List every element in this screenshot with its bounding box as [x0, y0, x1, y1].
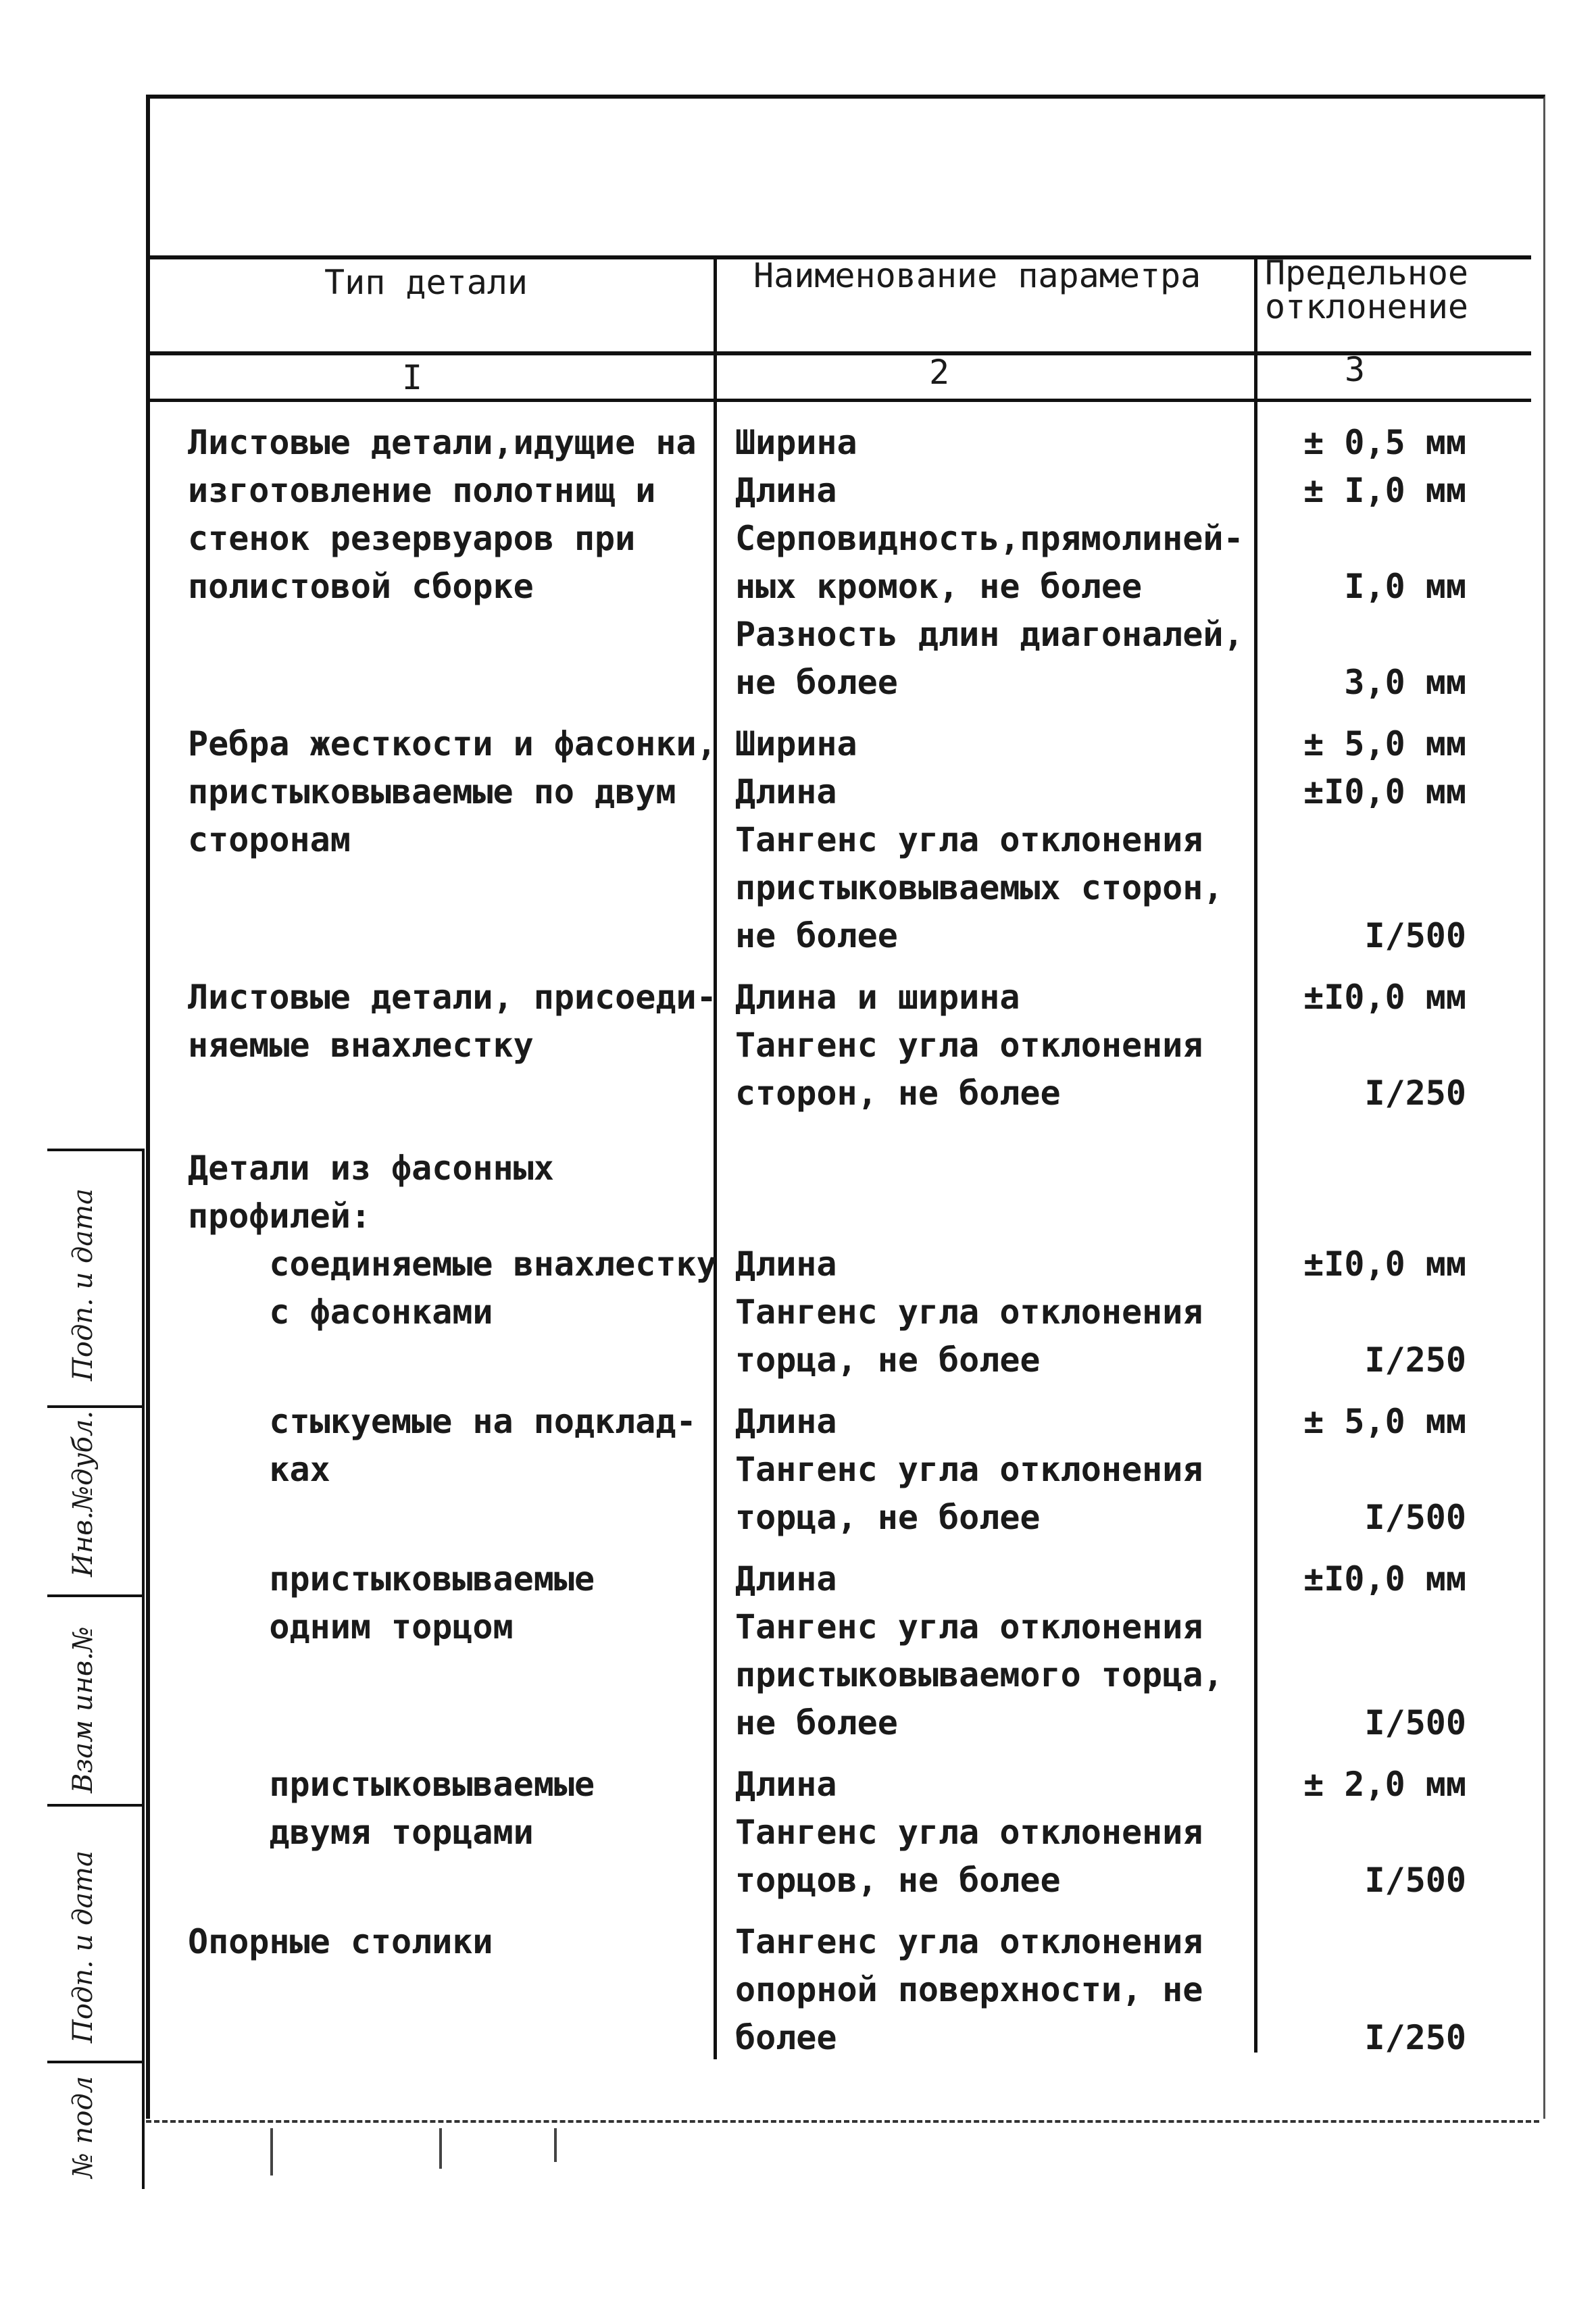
tolerance-value: I/500 [1364, 1703, 1466, 1742]
col-separator-2 [1254, 255, 1257, 2053]
parameter-line: Длина [735, 471, 837, 510]
stamp-cell [47, 1149, 142, 1408]
parameter-line: Тангенс угла отклонения [735, 1922, 1203, 1961]
tolerance-value: I/250 [1364, 2018, 1466, 2057]
part-type-line: стенок резервуаров при [188, 519, 636, 558]
bottom-rule [146, 2120, 1539, 2123]
part-type-line: стыкуемые на подклад- [188, 1402, 697, 1441]
tolerance-value: ± I,0 мм [1303, 471, 1466, 510]
parameter-line: ных кромок, не более [735, 567, 1143, 606]
part-type-line: одним торцом [188, 1607, 514, 1646]
parameter-line: Тангенс угла отклонения [735, 1026, 1203, 1065]
parameter-line: сторон, не более [735, 1074, 1061, 1113]
parameter-line: Тангенс угла отклонения [735, 1450, 1203, 1489]
bottom-tick [270, 2128, 273, 2175]
parameter-line: Длина и ширина [735, 978, 1020, 1017]
part-type-line: изготовление полотнищ и [188, 471, 656, 510]
side-stamp [47, 1149, 145, 2189]
tolerance-value: I/500 [1364, 916, 1466, 955]
header-part-type: Тип детали [324, 263, 528, 302]
bottom-tick [554, 2128, 557, 2162]
parameter-line: Длина [735, 1244, 837, 1284]
stamp-cell [47, 1405, 142, 1597]
parameter-line: Тангенс угла отклонения [735, 820, 1203, 859]
part-type-line: двумя торцами [188, 1813, 534, 1852]
header-parameter-name: Наименование параметра [753, 256, 1201, 295]
column-number-3: 3 [1344, 350, 1366, 389]
stamp-cell [47, 1594, 142, 1807]
parameter-line: Тангенс угла отклонения [735, 1813, 1203, 1852]
tolerance-value: ± 0,5 мм [1303, 423, 1466, 462]
part-type-line: Детали из фасонных [188, 1149, 554, 1188]
stamp-label: Подп. и дата [68, 1851, 99, 2043]
col-separator-1 [714, 255, 717, 2059]
parameter-line: Ширина [735, 724, 857, 763]
parameter-line: не более [735, 663, 898, 702]
header-limit-deviation-1: Предельное [1265, 253, 1469, 293]
tolerance-value: ± 5,0 мм [1303, 724, 1466, 763]
part-type-line: сторонам [188, 820, 351, 859]
parameter-line: не более [735, 916, 898, 955]
part-type-line: пристыковываемые по двум [188, 772, 676, 811]
parameter-line: торца, не более [735, 1340, 1041, 1380]
tolerance-value: ±I0,0 мм [1303, 772, 1466, 811]
header-bottom-rule [146, 351, 1531, 355]
stamp-label: Инв.№дубл. [68, 1410, 99, 1577]
tolerance-value: 3,0 мм [1344, 663, 1466, 702]
tolerance-value: I,0 мм [1344, 567, 1466, 606]
tolerance-value: I/250 [1364, 1340, 1466, 1380]
tolerance-value: I/250 [1364, 1074, 1466, 1113]
parameter-line: торцов, не более [735, 1861, 1061, 1900]
stamp-cell [47, 1804, 142, 2063]
part-type-line: няемые внахлестку [188, 1026, 534, 1065]
tolerance-value: ± 2,0 мм [1303, 1765, 1466, 1804]
parameter-line: Длина [735, 1765, 837, 1804]
parameter-line: торца, не более [735, 1498, 1041, 1537]
part-type-line: соединяемые внахлестку [188, 1244, 717, 1284]
tolerance-value: I/500 [1364, 1498, 1466, 1537]
parameter-line: Тангенс угла отклонения [735, 1607, 1203, 1646]
part-type-line: пристыковываемые [188, 1765, 595, 1804]
part-type-line: Листовые детали,идущие на [188, 423, 697, 462]
column-number-1: I [401, 358, 423, 397]
parameter-line: Тангенс угла отклонения [735, 1292, 1203, 1332]
stamp-label: № подл [68, 2076, 99, 2178]
parameter-line: Длина [735, 772, 837, 811]
part-type-line: Листовые детали, присоеди- [188, 978, 717, 1017]
stamp-label: Подп. и дата [68, 1188, 99, 1381]
parameter-line: не более [735, 1703, 898, 1742]
tolerance-value: I/500 [1364, 1861, 1466, 1900]
part-type-line: полистовой сборке [188, 567, 534, 606]
parameter-line: более [735, 2018, 837, 2057]
column-number-2: 2 [928, 353, 950, 392]
parameter-line: пристыковываемого торца, [735, 1655, 1224, 1694]
parameter-line: пристыковываемых сторон, [735, 868, 1224, 907]
parameter-line: Длина [735, 1559, 837, 1599]
part-type-line: Опорные столики [188, 1922, 493, 1961]
part-type-line: с фасонками [188, 1292, 493, 1332]
part-type-line: профилей: [188, 1197, 371, 1236]
parameter-line: опорной поверхности, не [735, 1970, 1203, 2009]
bottom-tick [439, 2128, 442, 2169]
header-limit-deviation-2: отклонение [1265, 287, 1469, 326]
stamp-label: Взам инв.№ [68, 1626, 99, 1793]
part-type-line: Ребра жесткости и фасонки, [188, 724, 717, 763]
tolerance-value: ±I0,0 мм [1303, 1559, 1466, 1599]
parameter-line: Разность длин диагоналей, [735, 615, 1244, 654]
tolerance-value: ±I0,0 мм [1303, 1244, 1466, 1284]
colnum-bottom-rule [146, 399, 1531, 402]
parameter-line: Ширина [735, 423, 857, 462]
tolerance-value: ± 5,0 мм [1303, 1402, 1466, 1441]
tolerance-value: ±I0,0 мм [1303, 978, 1466, 1017]
parameter-line: Длина [735, 1402, 837, 1441]
stamp-cell [47, 2061, 142, 2192]
part-type-line: ках [188, 1450, 330, 1489]
part-type-line: пристыковываемые [188, 1559, 595, 1599]
parameter-line: Серповидность,прямолиней- [735, 519, 1244, 558]
